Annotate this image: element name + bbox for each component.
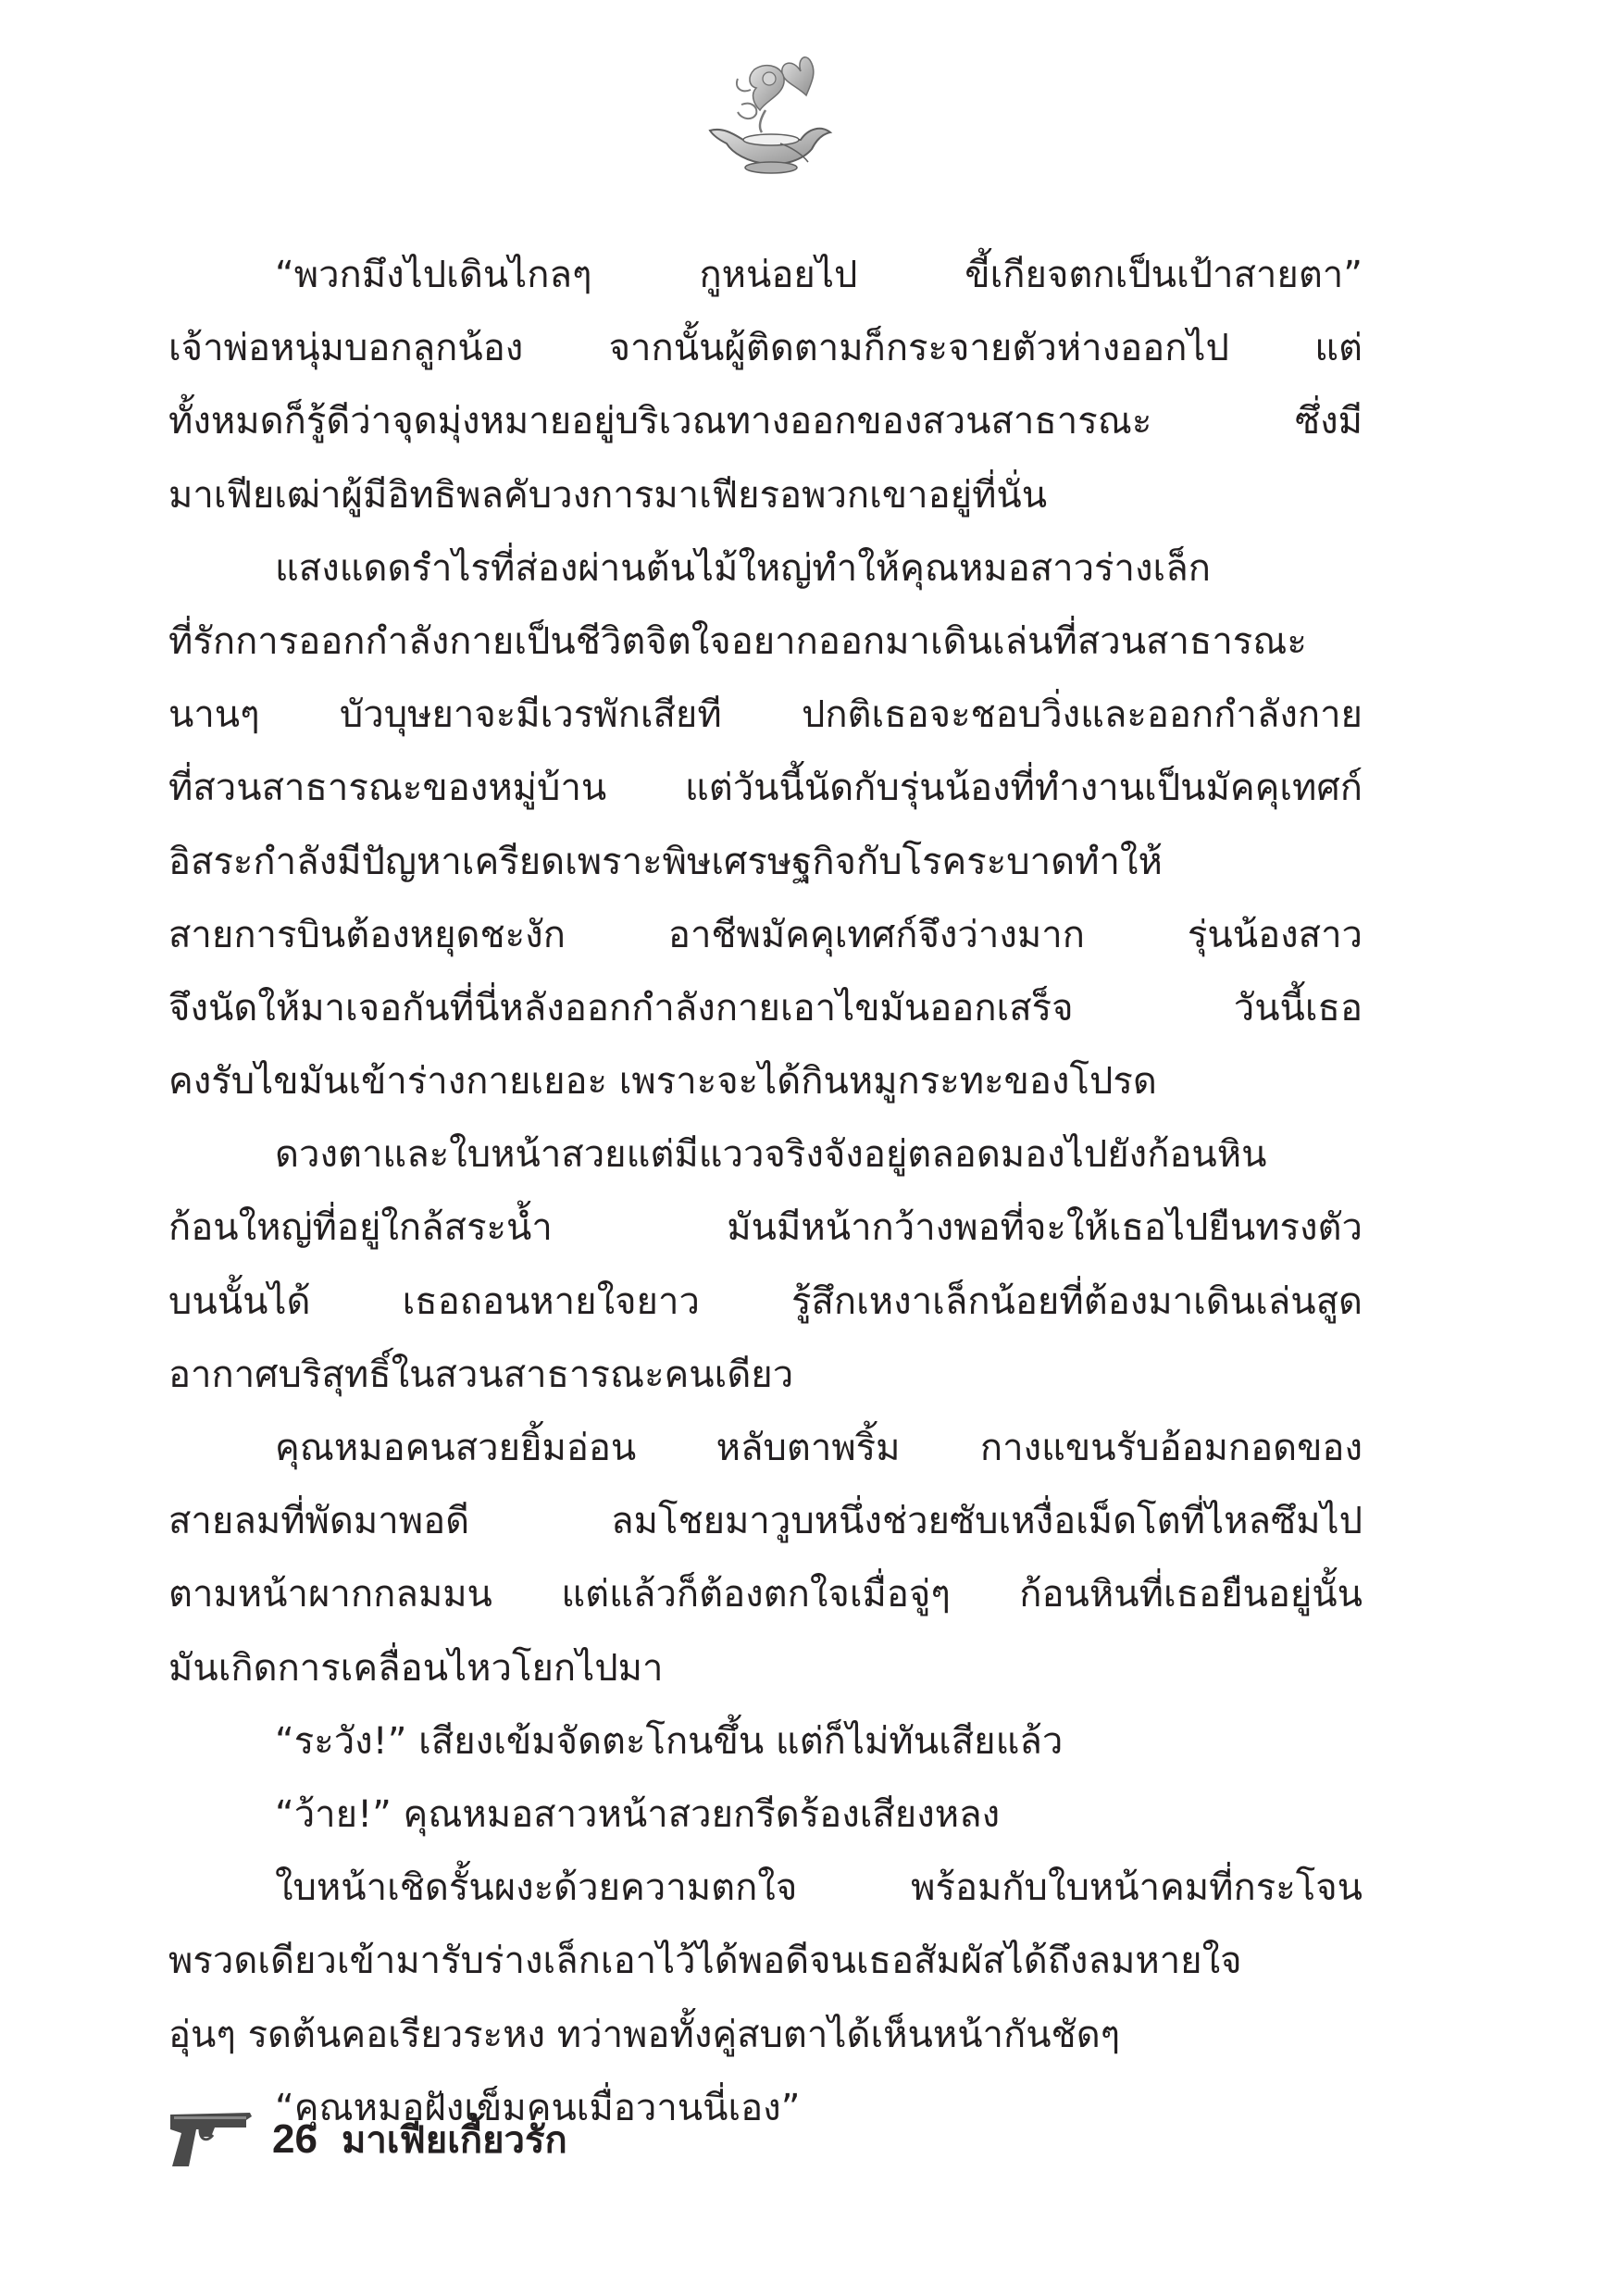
pistol-icon (168, 2109, 254, 2170)
text-line: “ว้าย!” คุณหมอสาวหน้าสวยกรีดร้องเสียงหลง (275, 1792, 1001, 1836)
text-line: “คุณหมอฝังเข็มคนเมื่อวานนี่เอง” (275, 2086, 801, 2129)
text-line: อากาศบริสุทธิ์ในสวนสาธารณะคนเดียว (168, 1353, 794, 1396)
page-footer (168, 2100, 567, 2178)
cupid-genie-lamp-icon (701, 51, 840, 185)
body-text (168, 239, 1363, 2145)
text-line: ตามหน้าผากกลมมน แต่แล้วก็ต้องตกใจเมื่อจู่ๆ ก้อนหินที่เธอยืนอยู่นั้น (168, 1573, 1363, 1616)
text-line: ทั้งหมดก็รู้ดีว่าจุดมุ่งหมายอยู่บริเวณทางออกของสวนสาธารณะ ซึ่งมี (168, 400, 1363, 443)
text-line: คุณหมอคนสวยยิ้มอ่อน หลับตาพริ้ม กางแขนรับอ้อมกอดของ (275, 1427, 1363, 1469)
text-line: ดวงตาและใบหน้าสวยแต่มีแววจริงจังอยู่ตลอดมองไปยังก้อนหิน (275, 1133, 1267, 1177)
text-line: ที่สวนสาธารณะของหมู่บ้าน แต่วันนี้นัดกับรุ่นน้องที่ทำงานเป็นมัคคุเทศก์ (168, 767, 1363, 810)
text-line: มาเฟียเฒ่าผู้มีอิทธิพลคับวงการมาเฟียรอพวกเขาอยู่ที่นั่น (168, 473, 1048, 517)
text-line: “พวกมึงไปเดินไกลๆ กูหน่อยไป ขี้เกียจตกเป็นเป้าสายตา” (275, 254, 1363, 296)
text-line: พรวดเดียวเข้ามารับร่างเล็กเอาไว้ได้พอดีจนเธอสัมผัสได้ถึงลมหายใจ (168, 1940, 1242, 1983)
text-line: ที่รักการออกกำลังกายเป็นชีวิตจิตใจอยากออกมาเดินเล่นที่สวนสาธารณะ (168, 619, 1307, 663)
text-line: สายการบินต้องหยุดชะงัก อาชีพมัคคุเทศก์จึงว่างมาก รุ่นน้องสาว (168, 913, 1363, 956)
text-line: เจ้าพ่อหนุ่มบอกลูกน้อง จากนั้นผู้ติดตามก็กระจายตัวห่างออกไป แต่ (168, 327, 1363, 370)
text-line: ก้อนใหญ่ที่อยู่ใกล้สระน้ำ มันมีหน้ากว้างพอที่จะให้เธอไปยืนทรงตัว (168, 1206, 1363, 1250)
text-line: แสงแดดรำไรที่ส่องผ่านต้นไม้ใหญ่ทำให้คุณหมอสาวร่างเล็ก (275, 546, 1211, 590)
text-line: มันเกิดการเคลื่อนไหวโยกไปมา (168, 1646, 664, 1690)
text-line: อิสระกำลังมีปัญหาเครียดเพราะพิษเศรษฐกิจกับโรคระบาดทำให้ (168, 840, 1163, 883)
text-line: คงรับไขมันเข้าร่างกายเยอะ เพราะจะได้กินหมูกระทะของโปรด (168, 1060, 1157, 1104)
text-line: “ระวัง!” เสียงเข้มจัดตะโกนขึ้น แต่ก็ไม่ทันเสียแล้ว (275, 1719, 1064, 1763)
page-number: 26 (272, 2115, 317, 2162)
text-line: อุ่นๆ รดต้นคอเรียวระหง ทว่าพอทั้งคู่สบตาได้เห็นหน้ากันชัดๆ (168, 2013, 1121, 2056)
book-title: มาเฟียเกี้ยวรัก (341, 2118, 567, 2162)
text-line: นานๆ บัวบุษยาจะมีเวรพักเสียที ปกติเธอจะชอบวิ่งและออกกำลังกาย (168, 693, 1363, 737)
text-line: จึงนัดให้มาเจอกันที่นี่หลังออกกำลังกายเอาไขมันออกเสร็จ วันนี้เธอ (168, 986, 1363, 1029)
text-line: ใบหน้าเชิดรั้นผงะด้วยความตกใจ พร้อมกับใบหน้าคมที่กระโจน (275, 1866, 1363, 1910)
text-line: สายลมที่พัดมาพอดี ลมโชยมาวูบหนึ่งช่วยซับเหงื่อเม็ดโตที่ไหลซึมไป (168, 1500, 1363, 1543)
text-line: บนนั้นได้ เธอถอนหายใจยาว รู้สึกเหงาเล็กน้อยที่ต้องมาเดินเล่นสูด (168, 1279, 1363, 1323)
